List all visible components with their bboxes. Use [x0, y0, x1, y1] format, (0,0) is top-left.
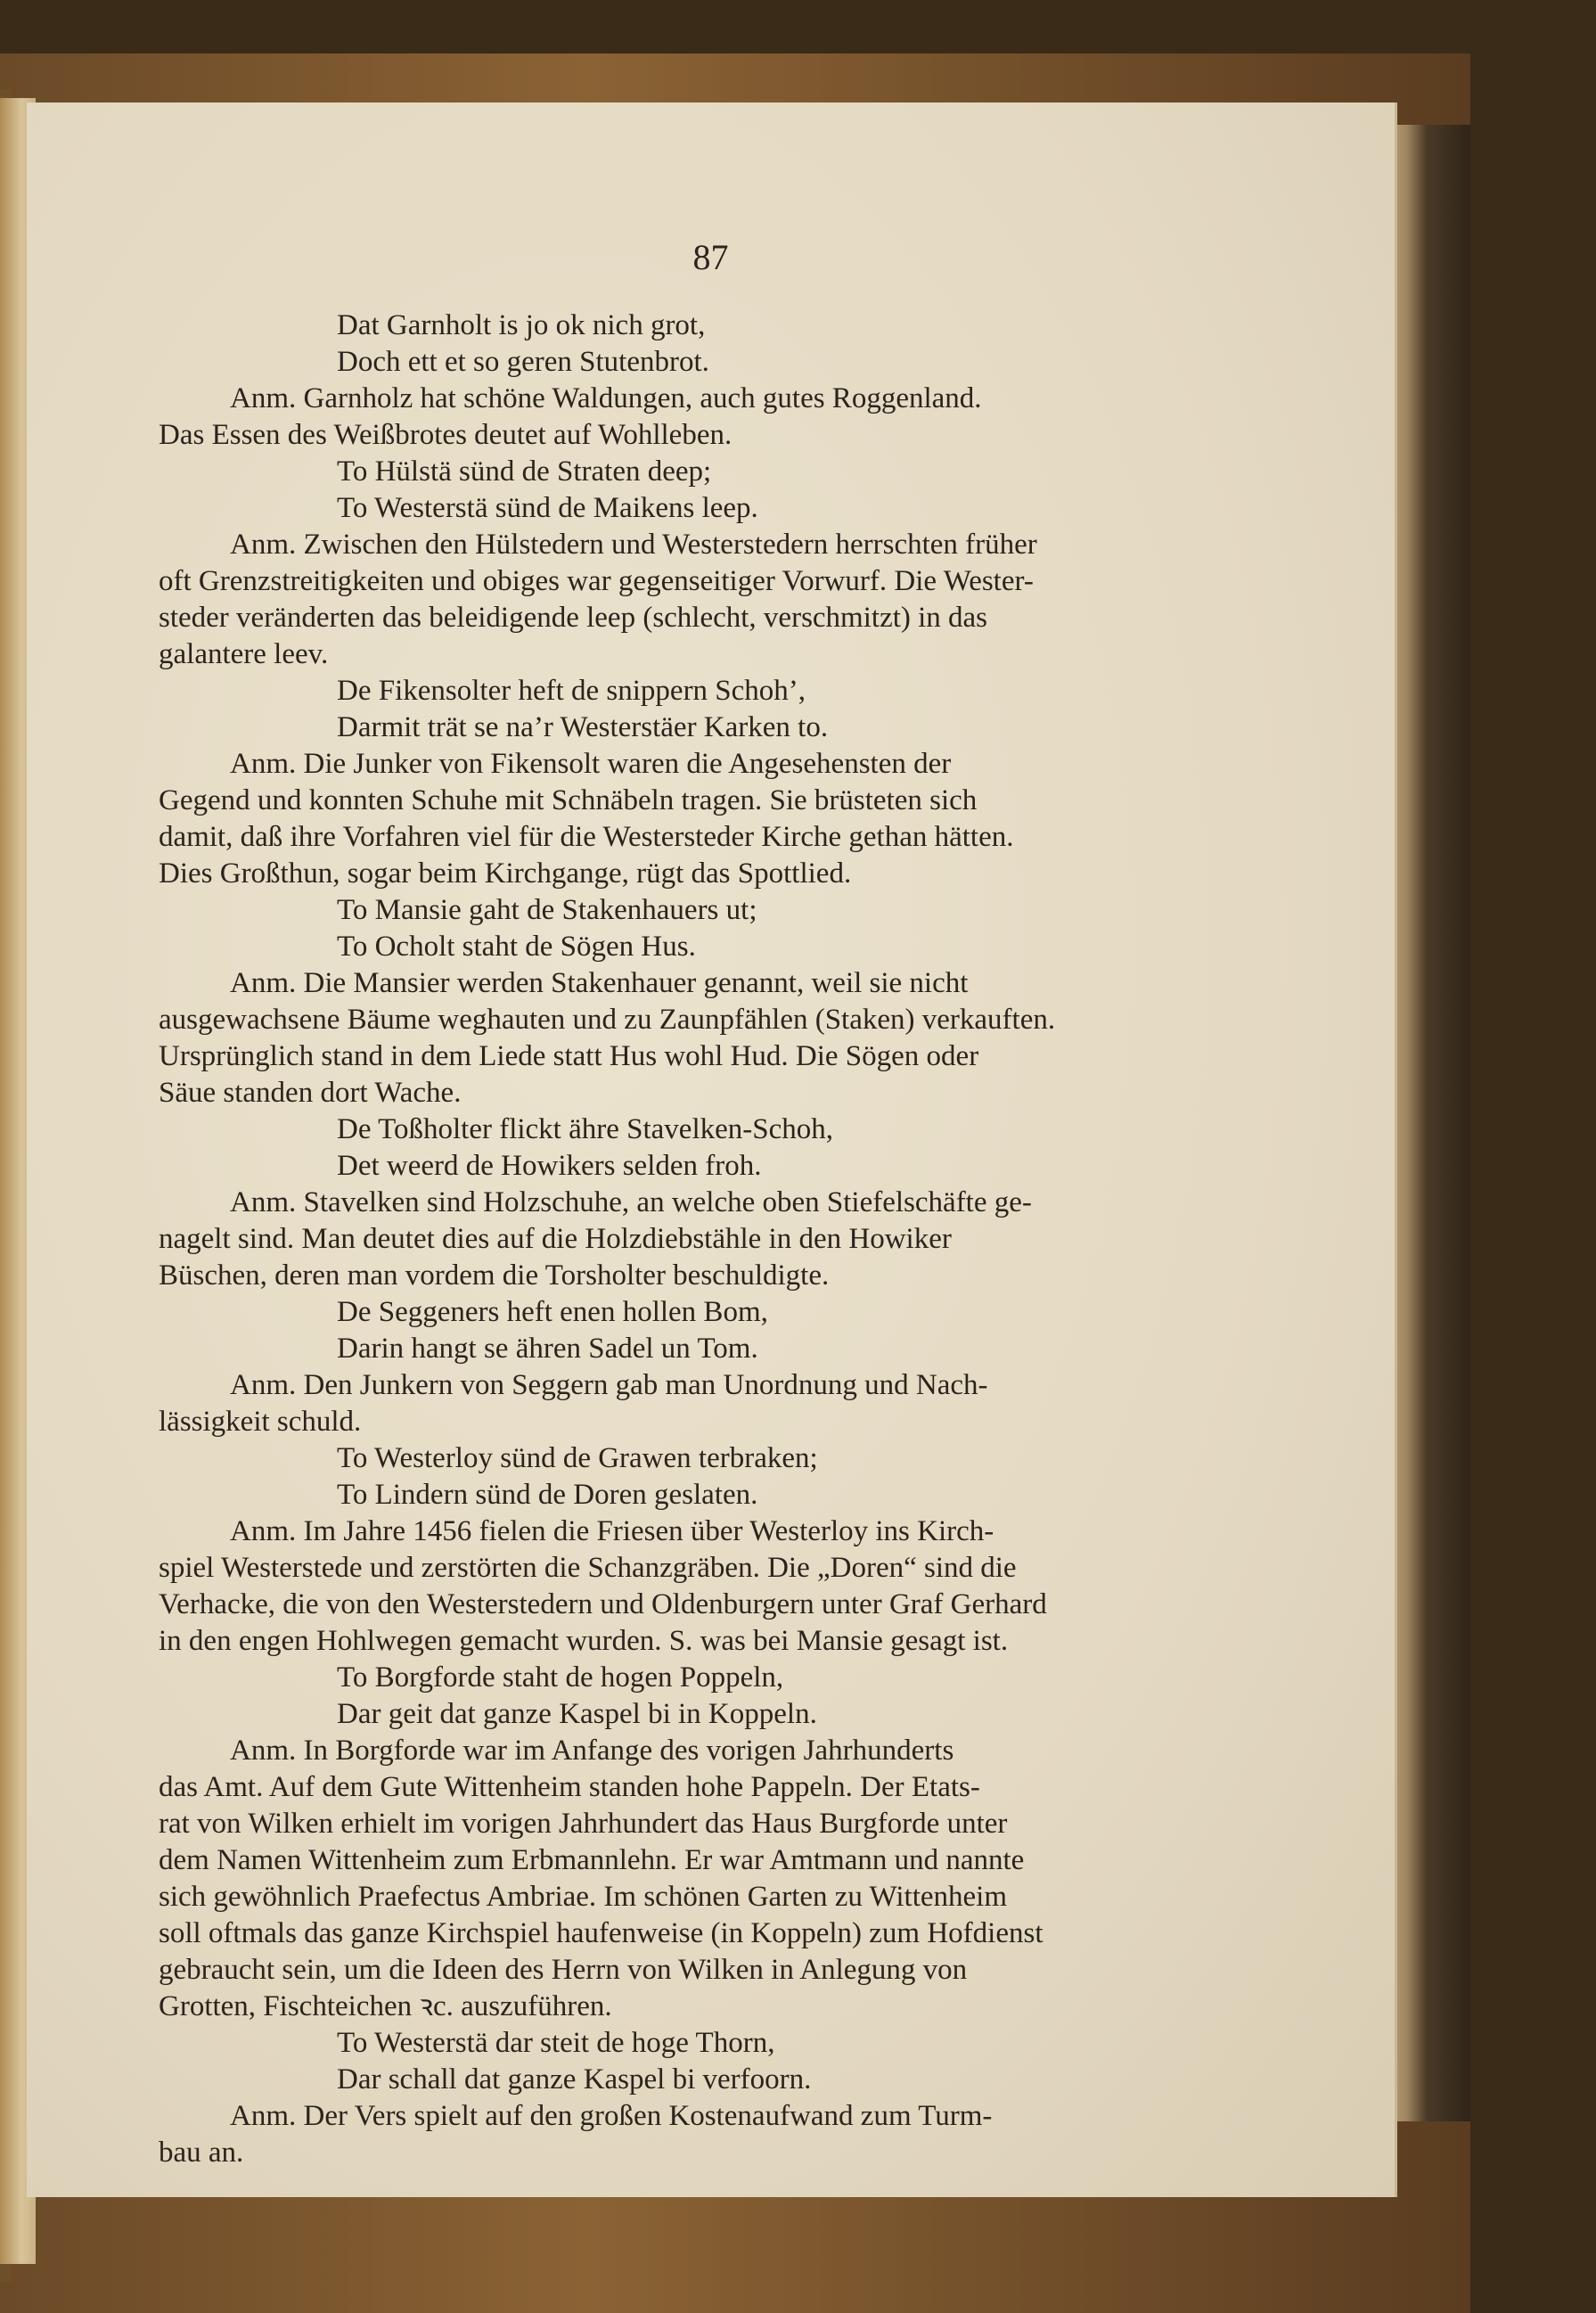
verse-line: To Mansie gaht de Stakenhauers ut;	[337, 894, 757, 926]
note-line: galantere leev.	[159, 638, 329, 670]
note-line: das Amt. Auf dem Gute Wittenheim standen hohe Pappeln. Der Etats-	[159, 1771, 980, 1803]
verse-line: To Hülstä sünd de Straten deep;	[337, 455, 712, 488]
verse-line: To Westerstä sünd de Maikens leep.	[337, 492, 758, 524]
note-line: gebraucht sein, um die Ideen des Herrn von Wilken in Anlegung von	[159, 1954, 968, 1986]
verse-line: Darmit trät se na’r Westerstäer Karken to.	[337, 711, 829, 743]
verse-line: Darin hangt se ähren Sadel un Tom.	[337, 1333, 758, 1365]
note-line: Anm. Den Junkern von Seggern gab man Unordnung und Nach-	[230, 1369, 988, 1401]
note-line: Das Essen des Weißbrotes deutet auf Wohlleben.	[159, 419, 733, 451]
note-line: Grotten, Fischteichen ꝛc. auszuführen.	[159, 1990, 612, 2022]
note-line: Anm. Die Mansier werden Stakenhauer genannt, weil sie nicht	[230, 967, 969, 999]
note-line: nagelt sind. Man deutet dies auf die Holzdiebstähle in den Howiker	[159, 1223, 952, 1255]
page-number: 87	[692, 237, 729, 277]
note-line: soll oftmals das ganze Kirchspiel haufenweise (in Koppeln) zum Hofdienst	[159, 1917, 1044, 1949]
verse-line: To Westerloy sünd de Grawen terbraken;	[337, 1442, 818, 1474]
note-line: Anm. Garnholz hat schöne Waldungen, auch gutes Roggenland.	[230, 382, 982, 414]
verse-line: To Ocholt staht de Sögen Hus.	[337, 931, 696, 963]
verse-line: Dat Garnholt is jo ok nich grot,	[337, 309, 706, 341]
page-text	[159, 308, 1201, 2171]
note-line: lässigkeit schuld.	[159, 1406, 362, 1438]
verse-line: Dar schall dat ganze Kaspel bi verfoorn.	[337, 2063, 812, 2096]
note-line: Verhacke, die von den Westerstedern und Oldenburgern unter Graf Gerhard	[159, 1588, 1047, 1620]
note-line: Büschen, deren man vordem die Torsholter beschuldigte.	[159, 1259, 830, 1292]
verse-line: To Lindern sünd de Doren geslaten.	[337, 1479, 758, 1511]
note-line: sich gewöhnlich Praefectus Ambriae. Im schönen Garten zu Wittenheim	[159, 1881, 1008, 1913]
note-line: Ursprünglich stand in dem Liede statt Hus wohl Hud. Die Sögen oder	[159, 1040, 979, 1072]
verse-line: De Seggeners heft enen hollen Bom,	[337, 1296, 768, 1328]
verse-line: Dar geit dat ganze Kaspel bi in Koppeln.	[337, 1698, 817, 1730]
verse-line: To Borgforde staht de hogen Poppeln,	[337, 1661, 784, 1694]
note-line: Anm. In Borgforde war im Anfange des vorigen Jahrhunderts	[230, 1735, 954, 1767]
note-line: ausgewachsene Bäume weghauten und zu Zaunpfählen (Staken) verkauften.	[159, 1004, 1056, 1036]
verse-line: To Westerstä dar steit de hoge Thorn,	[337, 2027, 775, 2059]
note-line: oft Grenzstreitigkeiten und obiges war gegenseitiger Vorwurf. Die Wester-	[159, 565, 1034, 597]
note-line: Anm. Im Jahre 1456 fielen die Friesen über Westerloy ins Kirch-	[230, 1515, 994, 1547]
note-line: Gegend und konnten Schuhe mit Schnäbeln tragen. Sie brüsteten sich	[159, 784, 978, 816]
note-line: bau an.	[159, 2137, 244, 2169]
verse-line: Det weerd de Howikers selden froh.	[337, 1150, 762, 1182]
note-line: Anm. Stavelken sind Holzschuhe, an welche oben Stiefelschäfte ge-	[230, 1186, 1032, 1218]
note-line: dem Namen Wittenheim zum Erbmannlehn. Er war Amtmann und nannte	[159, 1844, 1025, 1876]
note-line: Säue standen dort Wache.	[159, 1077, 462, 1109]
verse-line: De Fikensolter heft de snippern Schoh’,	[337, 675, 806, 707]
note-line: in den engen Hohlwegen gemacht wurden. S. was bei Mansie gesagt ist.	[159, 1625, 1009, 1657]
note-line: Anm. Zwischen den Hülstedern und Westerstedern herrschten früher	[230, 529, 1037, 561]
book-page	[27, 103, 1397, 2197]
note-line: Dies Großthun, sogar beim Kirchgange, rügt das Spottlied.	[159, 857, 852, 890]
note-line: rat von Wilken erhielt im vorigen Jahrhundert das Haus Burgforde unter	[159, 1808, 1008, 1840]
note-line: damit, daß ihre Vorfahren viel für die Westersteder Kirche gethan hätten.	[159, 821, 1014, 853]
verse-line: Doch ett et so geren Stutenbrot.	[337, 346, 709, 378]
note-line: Anm. Die Junker von Fikensolt waren die Angesehensten der	[230, 748, 952, 780]
note-line: steder veränderten das beleidigende leep (schlecht, verschmitzt) in das	[159, 602, 988, 634]
note-line: Anm. Der Vers spielt auf den großen Kostenaufwand zum Turm-	[230, 2100, 993, 2132]
note-line: spiel Westerstede und zerstörten die Schanzgräben. Die „Doren“ sind die	[159, 1552, 1017, 1584]
verse-line: De Toßholter flickt ähre Stavelken-Schoh,	[337, 1113, 834, 1145]
